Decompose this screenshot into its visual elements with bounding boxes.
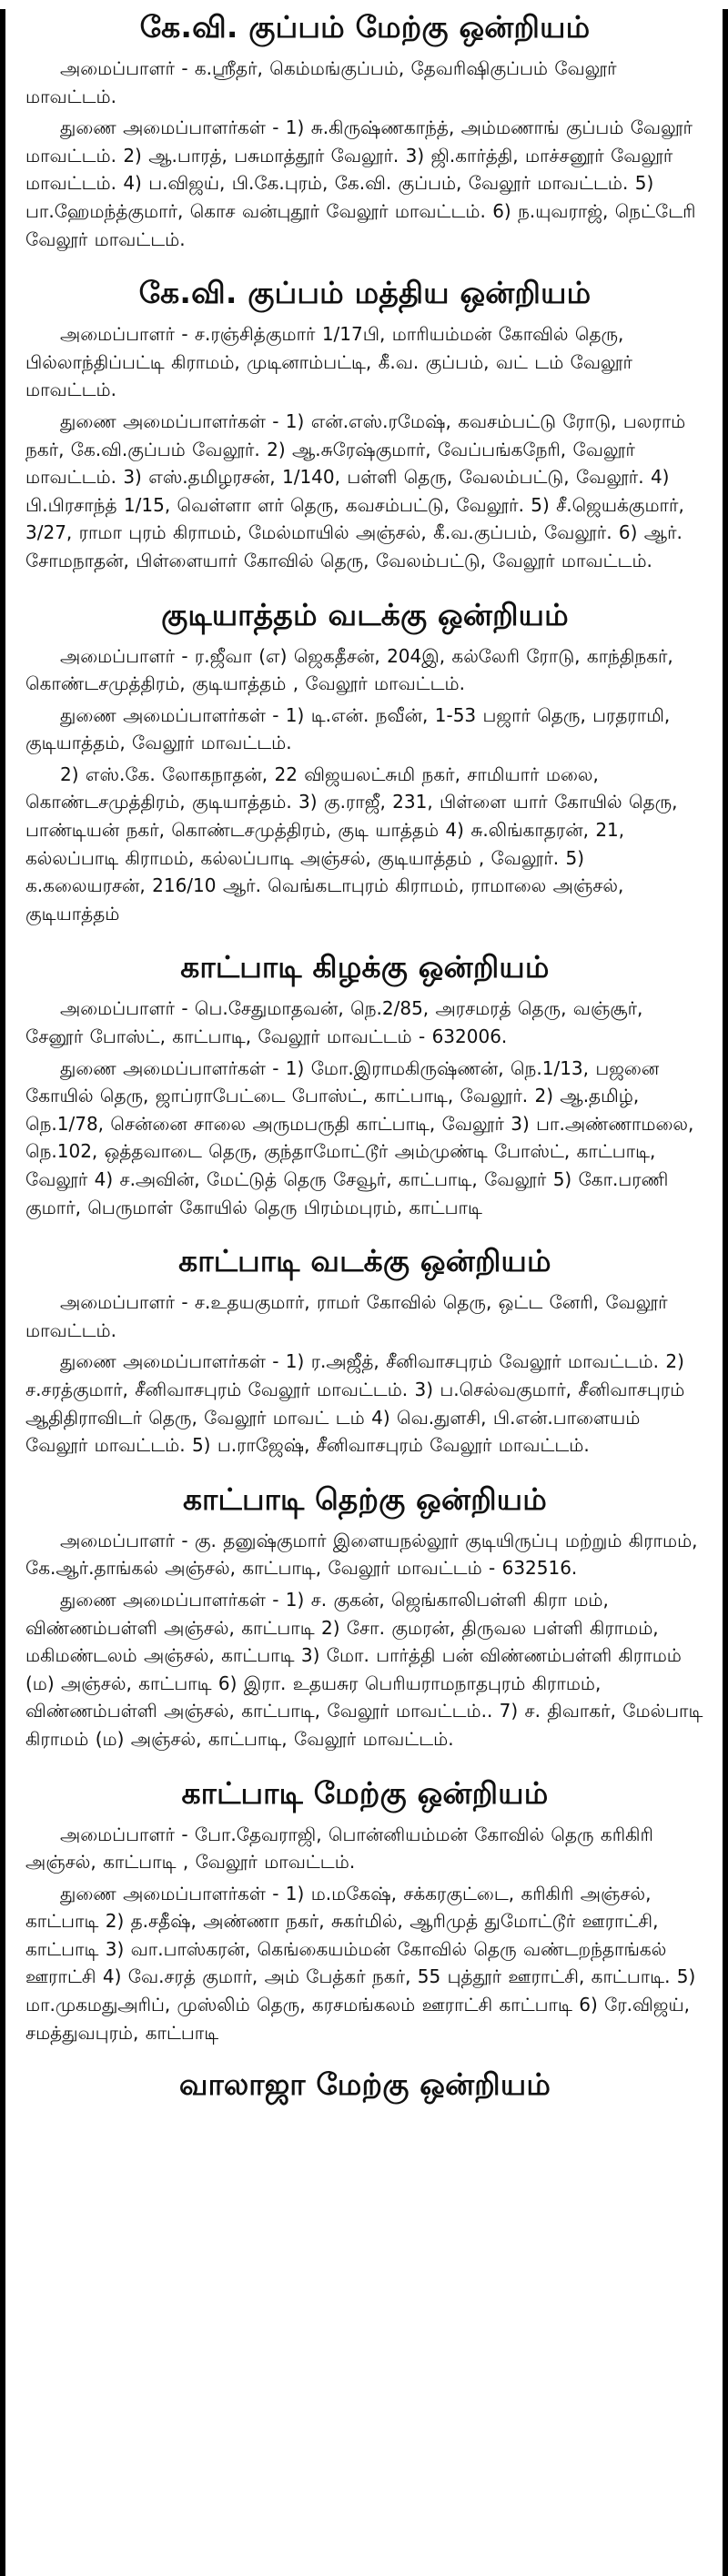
section-heading: காட்பாடி கிழக்கு ஒன்றியம் [180,949,550,985]
section-katpadi-east [25,949,704,1221]
section-heading: குடியாத்தம் வடக்கு ஒன்றியம் [161,596,569,632]
deputy-organizers-paragraph: துணை அமைப்பாளர்கள் - 1) சு.கிருஷ்ணகாந்த், அம்மணாங் குப்பம் வேலூர் மாவட்டம். 2) ஆ.பாரத், பசுமாத்தூர் வேலூர். 3) ஜி.கார்த்தி, மாச்சனூர் வேலூர் மாவட்டம். 4) ப.விஜய், பி.கே.புரம், கே.வி. குப்பம், வேலூர் மாவட்டம். 5) பா.ஹேமந்த்குமார், கொச வன்புதூர் வேலூர் மாவட்டம். 6) ந.யுவராஜ், நெட்டேரி வேலூர் மாவட்டம். [25,116,696,250]
section-katpadi-west [25,1775,704,2047]
organizer-paragraph: அமைப்பாளர் - கு. தனுஷ்குமார் இளையநல்லூர் குடியிருப்பு மற்றும் கிராமம், கே.ஆர்.தாங்கல் அஞ்சல், காட்பாடி, வேலூர் மாவட்டம் - 632516. [25,1529,698,1580]
section-katpadi-north [25,1243,704,1460]
section-kv-kuppam-central [25,275,704,574]
organizer-paragraph: அமைப்பாளர் - ச.ரஞ்சித்குமார் 1/17பி, மாரியம்மன் கோவில் தெரு, பில்லாந்திப்பட்டி கிராமம், முடினாம்பட்டி, கீ.வ. குப்பம், வட் டம் வேலூர் மாவட்டம். [25,323,632,401]
organizer-paragraph: அமைப்பாளர் - பெ.சேதுமாதவன், நெ.2/85, அரசமரத் தெரு, வஞ்சூர், சேனூர் போஸ்ட், காட்பாடி, வேலூர் மாவட்டம் - 632006. [25,997,643,1048]
organizer-paragraph: அமைப்பாளர் - ச.உதயகுமார், ராமர் கோவில் தெரு, ஒட்ட னேரி, வேலூர் மாவட்டம். [25,1291,668,1341]
organizer-paragraph: அமைப்பாளர் - க.ஶ்ரீதர், கெம்மங்குப்பம், தேவரிஷிகுப்பம் வேலூர் மாவட்டம். [25,57,617,107]
deputy-organizers-paragraph: துணை அமைப்பாளர்கள் - 1) ம.மகேஷ், சக்கரகுட்டை, கரிகிரி அஞ்சல், காட்பாடி 2) த.சதீஷ், அண்ணா நகர், சுகர்மில், ஆரிமுத் துமோட்டூர் ஊராட்சி, காட்பாடி 3) வா.பாஸ்கரன், கெங்கையம்மன் கோவில் தெரு வண்டறந்தாங்கல் ஊராட்சி 4) வே.சரத் குமார், அம் பேத்கர் நகர், 55 புத்தூர் ஊராட்சி, காட்பாடி. 5) மா.முகமதுஅரிப், முஸ்லிம் தெரு, கரசமங்கலம் ஊராட்சி காட்பாடி 6) ரே.விஜய், சமத்துவபுரம், காட்பாடி [25,1882,696,2044]
organizer-paragraph: அமைப்பாளர் - போ.தேவராஜி, பொன்னியம்மன் கோவில் தெரு கரிகிரி அஞ்சல், காட்பாடி , வேலூர் மாவட்டம். [25,1823,653,1874]
section-katpadi-south [25,1481,704,1753]
deputy-organizers-paragraph: துணை அமைப்பாளர்கள் - 1) டி.என். நவீன், 1-53 பஜார் தெரு, பரதராமி, குடியாத்தம், வேலூர் மாவட்டம். [25,703,671,754]
next-section-heading: வாலாஜா மேற்கு ஒன்றியம் [178,2066,551,2103]
news-column [0,9,728,2576]
deputy-organizers-paragraph: துணை அமைப்பாளர்கள் - 1) என்.எஸ்.ரமேஷ், கவசம்பட்டு ரோடு, பலராம் நகர், கே.வி.குப்பம் வேலூர். 2) ஆ.சுரேஷ்குமார், வேப்பங்கநேரி, வேலூர் மாவட்டம். 3) எஸ்.தமிழரசன், 1/140, பள்ளி தெரு, வேலம்பட்டு, வேலூர். 4) பி.பிரசாந்த் 1/15, வெள்ளா ளர் தெரு, கவசம்பட்டு, வேலூர். 5) சீ.ஜெயக்குமார், 3/27, ராமா புரம் கிராமம், மேல்மாயில் அஞ்சல், கீ.வ.குப்பம், வேலூர். 6) ஆர். சோமநாதன், பிள்ளையார் கோவில் தெரு, வேலம்பட்டு, வேலூர் மாவட்டம். [25,409,686,571]
section-heading: காட்பாடி தெற்கு ஒன்றியம் [182,1480,548,1517]
organizer-paragraph: அமைப்பாளர் - ர.ஜீவா (எ) ஜெகதீசன், 204இ, கல்லேரி ரோடு, காந்திநகர், கொண்டசமுத்திரம், குடியாத்தம் , வேலூர் மாவட்டம். [25,644,673,695]
section-heading: கே.வி. குப்பம் மத்திய ஒன்றியம் [138,275,592,311]
deputy-organizers-paragraph: துணை அமைப்பாளர்கள் - 1) ர.அஜீத், சீனிவாசபுரம் வேலூர் மாவட்டம். 2) ச.சரத்குமார், சீனிவாசபுரம் வேலூர் மாவட்டம். 3) ப.செல்வகுமார், சீனிவாசபுரம் ஆதிதிராவிடர் தெரு, வேலூர் மாவட் டம் 4) வெ.துளசி, பி.என்.பாளையம் வேலூர் மாவட்டம். 5) ப.ராஜேஷ், சீனிவாசபுரம் வேலூர் மாவட்டம். [25,1350,685,1457]
section-heading: காட்பாடி மேற்கு ஒன்றியம் [181,1774,549,1811]
deputy-organizers-paragraph: துணை அமைப்பாளர்கள் - 1) மோ.இராமகிருஷ்ணன், நெ.1/13, பஜனை கோயில் தெரு, ஜாப்ராபேட்டை போஸ்ட், காட்பாடி, வேலூர். 2) ஆ.தமிழ், நெ.1/78, சென்னை சாலை அருமபருதி காட்பாடி, வேலூர் 3) பா.அண்ணாமலை, நெ.102, ஒத்தவாடை தெரு, குந்தாமோட்டூர் அம்முண்டி போஸ்ட், காட்பாடி, வேலூர் 4) ச.அவின், மேட்டுத் தெரு சேவூர், காட்பாடி, வேலூர் 5) கோ.பரணி குமார், பெருமாள் கோயில் தெரு பிரம்மபுரம், காட்பாடி [25,1056,694,1218]
section-gudiyatham-north [25,597,704,928]
section-heading: காட்பாடி வடக்கு ஒன்றியம் [178,1243,551,1279]
deputy-organizers-continued: 2) எஸ்.கே. லோகநாதன், 22 விஜயலட்சுமி நகர், சாமியார் மலை, கொண்டசமுத்திரம், குடியாத்தம். 3) கு.ராஜீ, 231, பிள்ளை யார் கோயில் தெரு, பாண்டியன் நகர், கொண்டசமுத்திரம், குடி யாத்தம் 4) சு.லிங்காதரன், 21, கல்லப்பாடி கிராமம், கல்லப்பாடி அஞ்சல், குடியாத்தம் , வேலூர். 5) க.கலையரசன், 216/10 ஆர். வெங்கடாபுரம் கிராமம், ராமாலை அஞ்சல், குடியாத்தம் [25,763,678,924]
section-heading: கே.வி. குப்பம் மேற்கு ஒன்றியம் [139,9,591,45]
section-kv-kuppam-west [25,9,704,253]
deputy-organizers-paragraph: துணை அமைப்பாளர்கள் - 1) ச. குகன், ஜெங்காலிபள்ளி கிரா மம், விண்ணம்பள்ளி அஞ்சல், காட்பாடி 2) சோ. குமரன், திருவல பள்ளி கிராமம், மகிமண்டலம் அஞ்சல், காட்பாடி 3) மோ. பார்த்தி பன் விண்ணம்பள்ளி கிராமம் (ம) அஞ்சல், காட்பாடி 6) இரா. உதயசுர பெரியராமநாதபுரம் கிராமம், விண்ணம்பள்ளி அஞ்சல், காட்பாடி, வேலூர் மாவட்டம்.. 7) ச. திவாகர், மேல்பாடி கிராமம் (ம) அஞ்சல், காட்பாடி, வேலூர் மாவட்டம். [25,1588,703,1750]
